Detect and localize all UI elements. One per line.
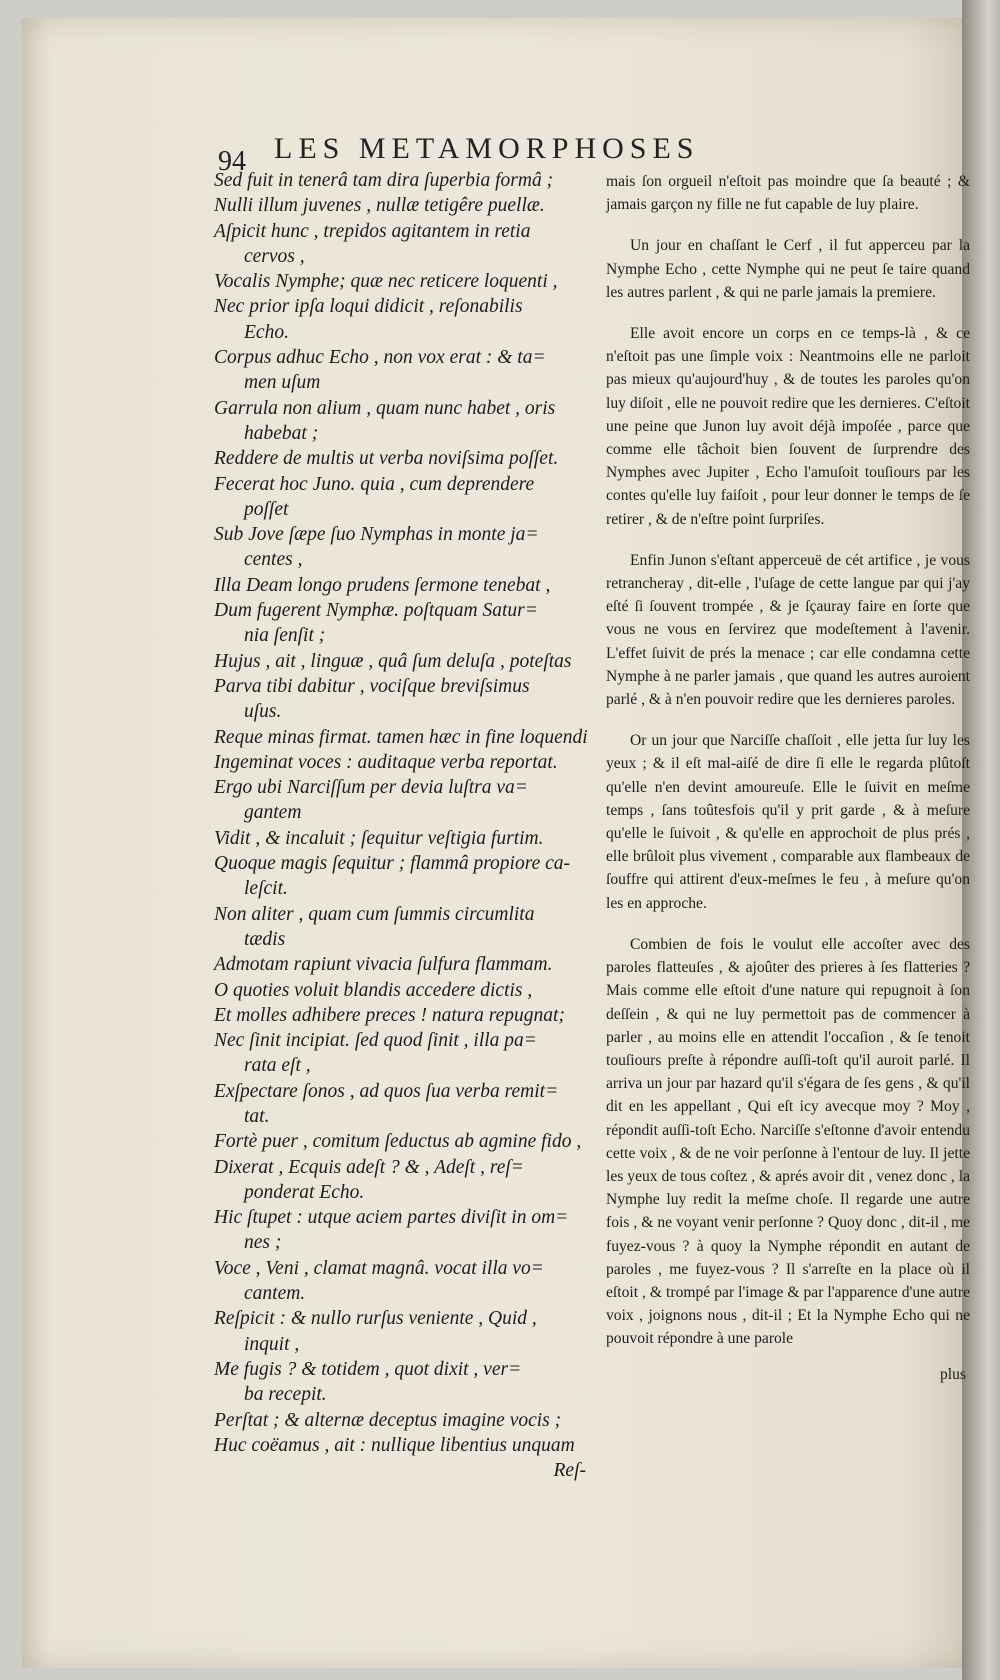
verse-line: inquit , [244,1333,300,1355]
verse-line: Aſpicit hunc , trepidos agitantem in retia [214,220,531,242]
latin-catchword: Reſ- [553,1460,586,1482]
verse-line: Voce , Veni , clamat magnâ. vocat illa vo= [214,1257,544,1279]
verse-line: Hujus , ait , linguæ , quâ ſum deluſa , poteſtas [214,650,572,672]
verse-line: Reddere de multis ut verba noviſsima poſſet. [214,448,559,470]
verse-line: Et molles adhibere preces ! natura repugnat; [214,1004,565,1026]
verse-line: Nulli illum juvenes , nullæ tetigêre puellæ. [214,195,545,217]
verse-line: nes ; [244,1232,282,1254]
verse-line: leſcit. [244,878,288,900]
verse-line: Exſpectare ſonos , ad quos ſua verba remit= [214,1080,559,1102]
verse-line: tædis [244,928,286,950]
running-title-text: LES METAMORPHOSES [274,132,700,165]
verse-line: uſus. [244,701,282,723]
verse-line: Non aliter , quam cum ſummis circumlita [214,903,535,925]
french-prose-column [606,170,970,1386]
verse-line: Corpus adhuc Echo , non vox erat : & ta= [214,347,546,369]
verse-line: centes , [244,549,303,571]
verse-line: Illa Deam longo prudens ſermone tenebat , [214,574,551,596]
verse-line: tat. [244,1105,270,1127]
verse-line: Fortè puer , comitum ſeductus ab agmine fido , [214,1131,582,1153]
verse-line: O quoties voluit blandis accedere dictis , [214,979,533,1001]
verse-line: Perſtat ; & alternæ deceptus imagine vocis ; [214,1409,562,1431]
verse-line: nia ſenſit ; [244,625,326,647]
verse-line: rata eſt , [244,1055,311,1077]
verse-line: Reque minas firmat. tamen hæc in fine loquendi [214,726,588,748]
prose-paragraph: Un jour en chaſſant le Cerf , il fut apperceu par la Nymphe Echo , cette Nymphe qui ne peut ſe taire quand les autres parlent , & qui ne parle jamais la premiere. [606,237,970,301]
verse-line: habebat ; [244,422,319,444]
verse-line: Nec prior ipſa loqui didicit , reſonabilis [214,296,523,318]
prose-paragraph: Elle avoit encore un corps en ce temps-là , & ce n'eſtoit pas une ſimple voix : Neantmoins elle ne parloit pas mieux qu'aujourd'huy , & de toutes les paroles qu'on luy diſoit , elle ne pouvoit redire que les dernieres. C'eſtoit une peine que Junon luy avoit déjà impoſée , parce que comme elle tâchoit bien ſouvent de ſurprendre des Nymphes avec Jupiter , Echo l'amuſoit touſiours par les contes qu'elle luy faiſoit , pour leur donner le temps de ſe retirer , & de n'eſtre point ſurpriſes. [606,325,970,528]
verse-line: ponderat Echo. [244,1181,365,1203]
prose-paragraph: Or un jour que Narciſſe chaſſoit , elle jetta ſur luy les yeux ; & il eſt mal-aiſé de dire ſi elle le regarda plûtoſt qu'elle n'en devint amoureuſe. Elle le ſuivit en meſme temps , ſans toûtesfois qu'il y prit garde , & à meſure qu'elle le ſuivoit , & qu'elle en approchoit de plus prés , elle brûloit plus vivement , comparable aux flambeaux de ſouffre qui attirent d'eux-meſmes le feu , à meſure qu'on les en approche. [606,732,970,912]
verse-line: Vidit , & incaluit ; ſequitur veſtigia furtim. [214,827,544,849]
prose-paragraph: Enfin Junon s'eſtant apperceuë de cét artifice , je vous retrancheray , dit-elle , l'uſage de cette langue par qui j'ay eſté ſi ſouvent trompée , & je ſçauray faire en ſorte que vous ne vous en ſervirez que modeſtement à l'avenir. L'effet ſuivit de prés la menace ; car elle condamna cette Nymphe à ne parler jamais , que quand les autres auroient parlé , & à n'en pouvoir redire que les dernieres paroles. [606,551,970,709]
verse-line: Echo. [244,321,289,343]
verse-line: Huc coëamus , ait : nullique libentius unquam [214,1434,575,1456]
verse-line: Fecerat hoc Juno. quia , cum deprendere [214,473,535,495]
verse-line: cervos , [244,245,305,267]
verse-line: Sub Jove ſæpe ſuo Nymphas in monte ja= [214,524,539,546]
verse-line: gantem [244,802,302,824]
verse-line: Vocalis Nymphe; quæ nec reticere loquenti , [214,271,558,293]
verse-line: Parva tibi dabitur , vociſque breviſsimus [214,675,530,697]
verse-line: Sed fuit in tenerâ tam dira ſuperbia formâ ; [214,170,554,191]
verse-line: Reſpicit : & nullo rurſus veniente , Quid , [214,1308,537,1330]
page-number: 94 [218,146,246,177]
verse-line: Me fugis ? & totidem , quot dixit , ver= [214,1358,522,1380]
verse-line: poſſet [244,498,289,520]
prose-paragraph: Combien de fois le voulut elle accoſter avec des paroles flatteuſes , & ajoûter des prieres à ſes flatteries ? Mais comme elle eſtoit d'une nature qui repugnoit à ſon deſſein , & qui ne luy permettoit pas de commencer à parler , au moins elle en attendit l'occaſion , & ſe tenoit touſiours preſte à répondre auſſi-toſt qu'il auroit parlé. Il arriva un jour par hazard qu'il s'égara de ſes gens , & qu'il dit en les appellant , Qui eſt icy avecque moy ? Moy , répondit auſſi-toſt Echo. Narciſſe s'eſtonne d'avoir entendu cette voix , & de ne voir perſonne à l'entour de luy. Il jette les yeux de tous coſtez , & aprés avoir dit , venez donc , la Nymphe luy redit la meſme choſe. Il regarde une autre fois , & ne voyant venir perſonne ? Quoy donc , dit-il , me fuyez-vous ? à quoy la Nymphe répondit en autant de paroles , me fuyez-vous ? Il s'arreſte en la place où il eſtoit , & trompé par l'image & par l'apparence d'une autre voix , joignons nous , dit-il ; Et la Nymphe Echo qui ne pouvoit répondre à une parole [606,935,970,1348]
verse-line: Dixerat , Ecquis adeſt ? & , Adeſt , reſ= [214,1156,524,1178]
running-title [218,132,918,166]
latin-verse-column [214,168,594,1483]
french-catchword: plus [940,1365,966,1383]
prose-paragraph: mais ſon orgueil n'eſtoit pas moindre que ſa beauté ; & jamais garçon ny fille ne fut capable de luy plaire. [606,173,970,214]
verse-line: Dum fugerent Nymphæ. poſtquam Satur= [214,600,538,622]
verse-line: cantem. [244,1283,306,1305]
verse-line: Nec ſinit incipiat. ſed quod ſinit , illa pa= [214,1030,537,1052]
verse-line: Hic ſtupet : utque aciem partes diviſit in om= [214,1207,569,1229]
verse-line: ba recepit. [244,1384,327,1406]
verse-line: Admotam rapiunt vivacia ſulfura flammam. [214,954,553,976]
verse-line: Garrula non alium , quam nunc habet , oris [214,397,556,419]
verse-line: Ergo ubi Narciſſum per devia luſtra va= [214,777,528,799]
verse-line: Ingeminat voces : auditaque verba reportat. [214,751,558,773]
verse-line: Quoque magis ſequitur ; flammâ propiore ca- [214,853,571,875]
verse-line: men uſum [244,372,321,394]
